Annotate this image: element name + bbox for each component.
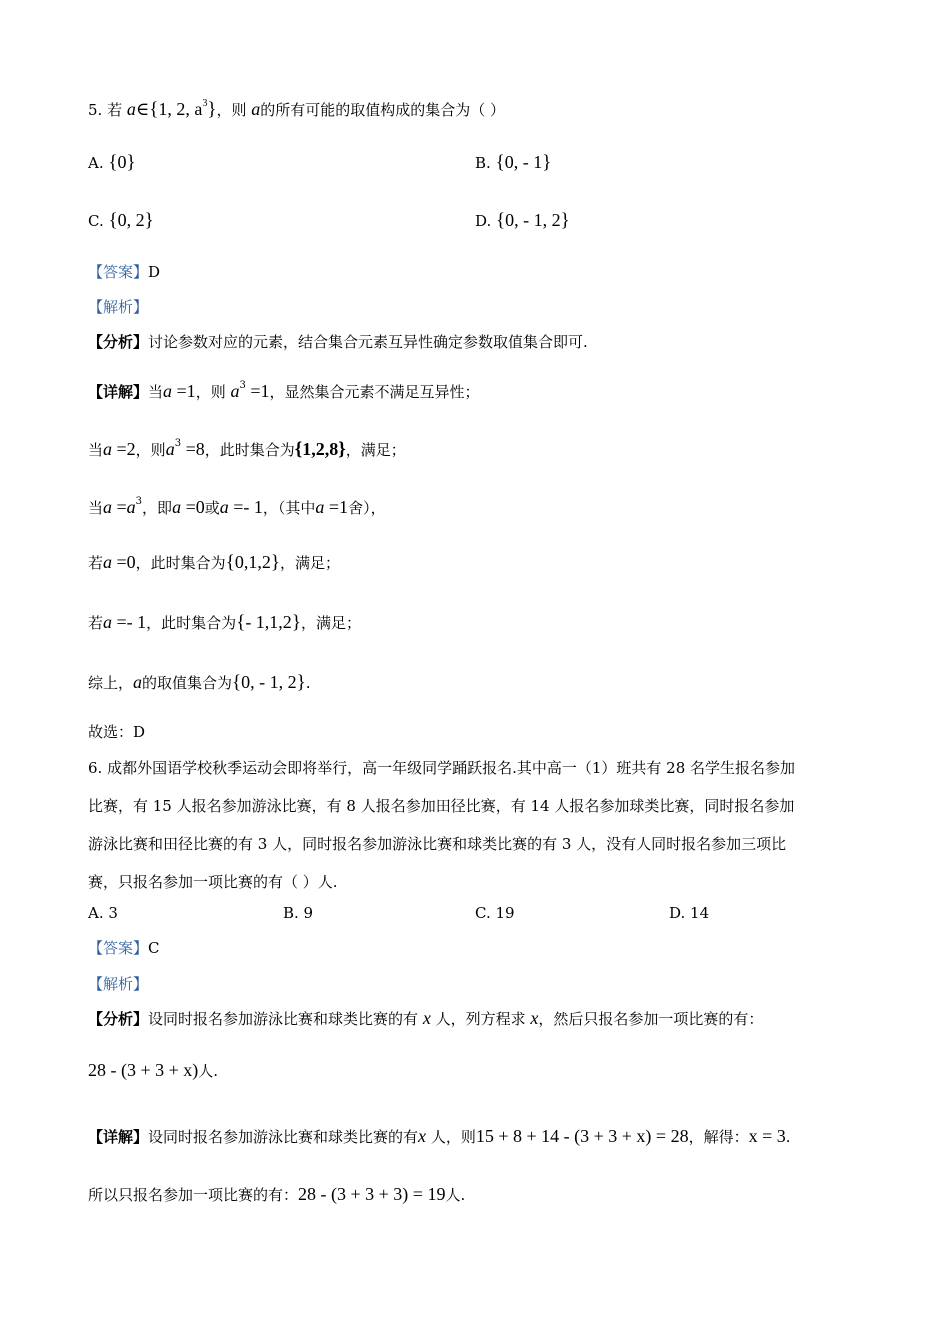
q6-final-formula: 28 - (3 + 3 + 3) = 19 [298,1184,446,1204]
q5-detail-4: 若a =0，此时集合为{0,1,2}，满足； [88,552,340,573]
q6-option-b: B. 9 [283,904,314,922]
q6-option-a: A. 3 [88,904,118,922]
q5-detail-3: 当$a =a^3$，即a =0或a =- 1，（其中a =1舍）， [88,496,386,517]
math-a: a [126,99,136,119]
q5-stem-set: 1, 2, $a^3$ [158,98,208,119]
q6-option-d: D. 14 [669,904,710,922]
q6-line-1: 6. 成都外国语学校秋季运动会即将举行，高一年级同学踊跃报名.其中高一（1）班共有 28 名学生报名参加 [88,759,796,777]
q5-detail-2: 当a =2，则$a^3 =8$，此时集合为{1,2,8}，满足； [88,438,406,460]
q5-option-c: C. {0, 2} [88,210,154,231]
q5-option-b: B. {0, - 1} [475,152,552,173]
q6-answer: 【答案】C [88,939,160,957]
q5-stem: 5. 若 a∈{1, 2, $a^3$}，则 a的所有可能的取值构成的集合为（ ） [88,98,506,120]
q6-detail: 【详解】设同时报名参加游泳比赛和球类比赛的有x 人，则15 + 8 + 14 - (3 + 3 + x) = 28，解得：x = 3. [88,1126,791,1146]
q5-answer: 【答案】D [88,263,161,281]
q6-final: 所以只报名参加一项比赛的有：28 - (3 + 3 + 3) = 19人. [88,1184,466,1204]
q6-option-c: C. 19 [475,904,515,922]
q6-line-2: 比赛，有 15 人报名参加游泳比赛，有 8 人报名参加田径比赛，有 14 人报名参加球类比赛，同时报名参加 [88,797,795,815]
q6-line-4: 赛，只报名参加一项比赛的有（ ）人. [88,873,338,891]
q5-detail-5: 若a =- 1，此时集合为{- 1,1,2}，满足； [88,612,361,633]
q5-choice: 故选：D [88,723,146,741]
q6-line-3: 游泳比赛和田径比赛的有 3 人，同时报名参加游泳比赛和球类比赛的有 3 人，没有人同时报名参加三项比 [88,835,787,853]
q6-equation: 15 + 8 + 14 - (3 + 3 + x) = 28 [475,1126,689,1146]
q5-detail-1: 【详解】当a =1，则 $a^3 =1$，显然集合元素不满足互异性； [88,380,480,401]
q6-explain-tag: 【解析】 [88,975,149,993]
q5-option-a: A. {0} [88,152,136,173]
q6-solution: x = 3 [748,1126,786,1146]
q6-formula-1: 28 - (3 + 3 + x)人. [88,1060,219,1080]
q5-option-d: D. {0, - 1, 2} [475,210,570,231]
q5-analysis: 【分析】讨论参数对应的元素，结合集合元素互异性确定参数取值集合即可. [88,333,588,351]
q5-detail-6: 综上，a的取值集合为{0, - 1, 2}. [88,672,311,693]
q5-explain-tag: 【解析】 [88,298,149,316]
q6-analysis: 【分析】设同时报名参加游泳比赛和球类比赛的有 x 人，列方程求 x，然后只报名参加一项比赛的有： [88,1008,764,1028]
